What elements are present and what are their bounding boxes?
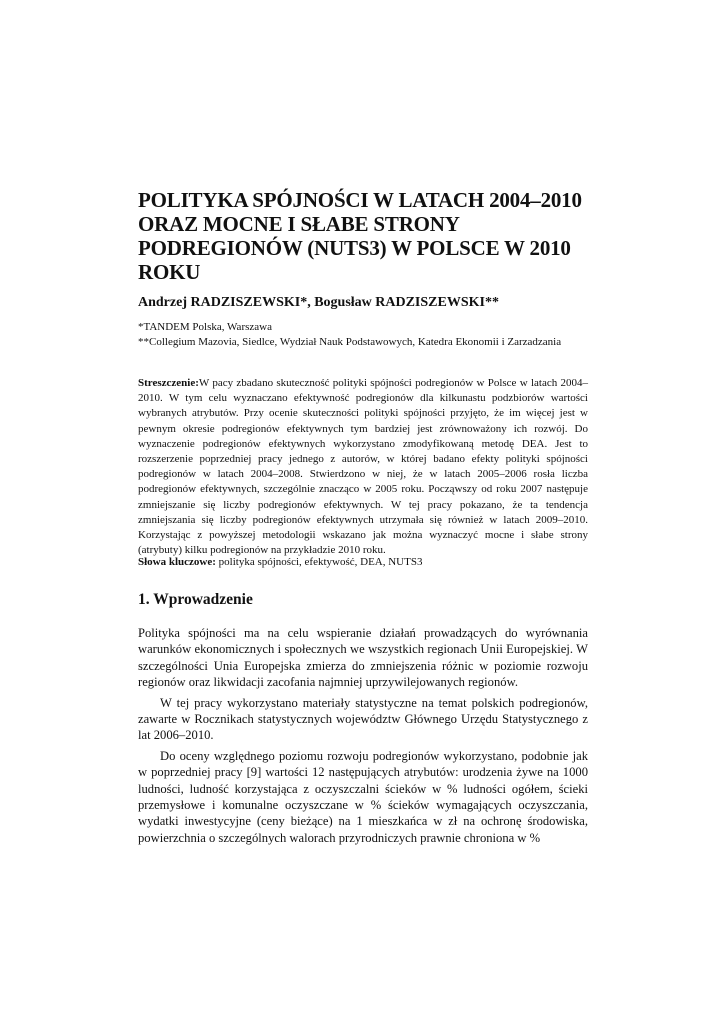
paragraph: Polityka spójności ma na celu wspieranie działań prowadzących do wyrównania warunków ekonomicznych i społecznych we wszystkich regionach Unii Europejskiej. W szczególności Unia Europejska zmierza do zmniejszenia różnic w poziomie rozwoju regionów oraz likwidacji zacofania najmniej uprzywilejowanych regionów. — [138, 626, 588, 690]
authors: Andrzej RADZISZEWSKI*, Bogusław RADZISZEWSKI** — [138, 295, 499, 310]
keywords-text: polityka spójności, efektywość, DEA, NUTS3 — [215, 556, 423, 568]
abstract-label: Streszczenie: — [138, 377, 199, 389]
title-line: ROKU — [138, 260, 201, 284]
paragraph: W tej pracy wykorzystano materiały statystyczne na temat polskich podregionów, zawarte w Rocznikach statystycznych województw Głównego Urzędu Statystycznego z lat 2006–2010. — [138, 695, 588, 743]
section-body — [138, 625, 588, 850]
keywords — [138, 556, 422, 568]
paper-title — [138, 188, 588, 284]
abstract — [138, 376, 588, 558]
keywords-label: Słowa kluczowe: — [138, 556, 216, 568]
paragraph: Do oceny względnego poziomu rozwoju podregionów wykorzystano, podobnie jak w poprzedniej pracy [9] wartości 12 następujących atrybutów: urodzenia żywe na 1000 ludności, ludność korzystająca z oczyszczalni ścieków w % ludności ogółem, ścieki przemysłowe i komunalne oczyszczane w % ścieków wymagających oczyszczania, wydatki inwestycyjne (ceny bieżące) na 1 mieszkańca w zł na ochronę środowiska, powierzchnia o szczególnych walorach przyrodniczych prawnie chroniona w % — [138, 748, 588, 845]
affiliations — [138, 320, 561, 350]
title-line: PODREGIONÓW (NUTS3) W POLSCE W 2010 — [138, 236, 571, 260]
affiliation-2: **Collegium Mazovia, Siedlce, Wydział Nauk Podstawowych, Katedra Ekonomii i Zarzadzania — [138, 336, 562, 348]
title-line: ORAZ MOCNE I SŁABE STRONY — [138, 212, 460, 236]
section-heading: 1. Wprowadzenie — [138, 591, 253, 608]
abstract-text: W pacy zbadano skuteczność polityki spójności podregionów w Polsce w latach 2004–2010. W tym celu wyznaczano efektywność podregionów dla kilkunastu podzbiorów wartości wybranych atrybutów. Przy ocenie skuteczności polityki spójności przyjęto, że im więcej jest w pewnym okresie podregionów efektywnych tym bardziej jest zrównoważony ich rozwój. Do wyznaczenie podregionów efektywnych wykorzystano zmodyfikowaną metodę DEA. Jest to rozszerzenie poprzedniej pracy jednego z autorów, w której badano efekty polityki spójności podregionów w latach 2004–2008. Stwierdzono w niej, że w latach 2005–2006 rosła liczba podregionów efektywnych, szczególnie znacząco w 2005 roku. Począwszy od roku 2007 następuje zmniejszanie się liczby podregionów efektywnych. W tej pracy pokazano, że ta tendencja zmniejszania się liczby podregionów efektywnych utrzymała się również w latach 2009–2010. Korzystając z powyższej metodologii wskazano jak można wyznaczyć mocne i słabe strony (atrybuty) kilku podregionów na przykładzie 2010 roku. — [138, 377, 588, 557]
affiliation-1: *TANDEM Polska, Warszawa — [138, 321, 272, 333]
title-line: POLITYKA SPÓJNOŚCI W LATACH 2004–2010 — [138, 188, 582, 212]
